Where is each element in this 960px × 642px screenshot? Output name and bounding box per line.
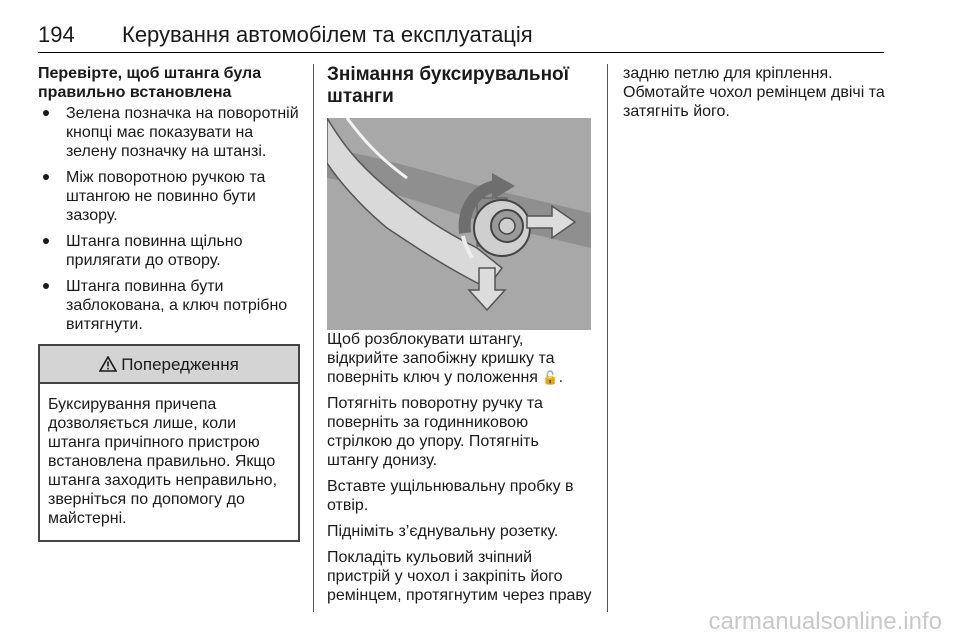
list-item: Штанга повинна щільно прилягати до отвору. [38,232,300,270]
warning-text: Буксирування причепа дозволяється лише, коли штанга причіпного пристрою встановлена правильно. Якщо штанга заходить неправильно, зверніться по допомогу до майстерні. [48,396,278,527]
paragraph: Щоб розблокувати штангу, відкрийте запобіжну кришку та поверніть ключ у положення 🔓. [327,331,564,386]
paragraph: Потягніть поворотну ручку та поверніть за годинниковою стрілкою до упору. Потягніть штангу донизу. [327,395,543,469]
page-number: 194 [38,22,75,47]
list-item: Зелена позначка на поворотній кнопці має показувати на зелену позначку на штанзі. [38,104,300,161]
column-1 [38,64,300,542]
paragraph: Покладіть кульовий зчіпний пристрій у чохол і закріпіть його ремінцем, протягнутим через праву [327,549,592,604]
warning-header [40,346,298,384]
page-header [38,22,884,53]
column-2 [327,64,593,612]
warning-triangle-icon [99,356,117,372]
chapter-title: Керування автомобілем та експлуатація [122,22,533,47]
paragraph: задню петлю для кріплення. [623,65,833,82]
check-heading: Перевірте, щоб штанга була правильно встановлена [38,65,262,101]
tow-bar-removal-illustration [327,118,591,330]
column-divider [313,64,314,612]
paragraph: Підніміть з’єднувальну розетку. [327,523,559,540]
warning-box [38,344,300,542]
list-item: Штанга повинна бути заблокована, а ключ потрібно витягнути. [38,277,300,334]
column-divider [607,64,608,612]
warning-title: Попередження [121,354,239,374]
paragraph: Обмотайте чохол ремінцем двічі та затягніть його. [623,84,885,120]
column-3 [623,64,893,128]
lock-open-icon: 🔓 [542,370,559,385]
check-list [38,104,300,334]
paragraph: Вставте ущільнювальну пробку в отвір. [327,478,574,514]
watermark: carmanualsonline.info [708,608,942,635]
list-item: Між поворотною ручкою та штангою не повинно бути зазору. [38,168,300,225]
section-title: Знімання буксирувальної штанги [327,64,569,107]
